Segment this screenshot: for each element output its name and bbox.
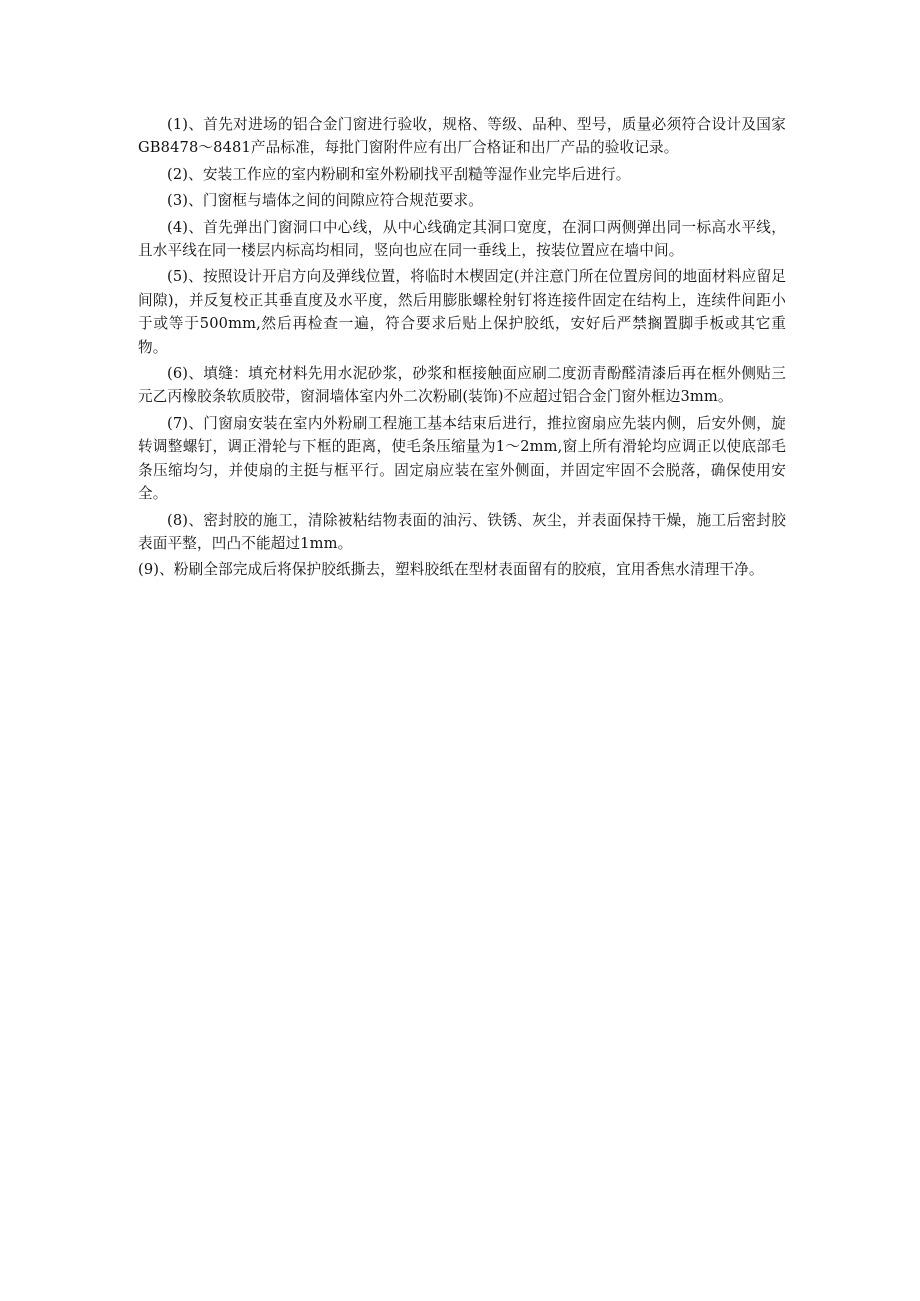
paragraph-7: (7)、门窗扇安装在室内外粉刷工程施工基本结束后进行，推拉窗扇应先装内侧，后安外侧，旋转调整螺钉，调正滑轮与下框的距离，使毛条压缩量为1～2mm,窗上所有滑轮均应调正以使底部毛条压缩均匀，并使扇的主挺与框平行。固定扇应装在室外侧面，并固定牢固不会脱落，确保使用安全。 bbox=[138, 414, 786, 503]
paragraph-3: (3)、门窗框与墙体之间的间隙应符合规范要求。 bbox=[167, 192, 483, 210]
paragraph-2: (2)、安装工作应的室内粉刷和室外粉刷找平刮糙等湿作业完毕后进行。 bbox=[167, 165, 631, 183]
paragraph-5: (5)、按照设计开启方向及弹线位置，将临时木楔固定(并注意门所在位置房间的地面材料应留足间隙)，并反复校正其垂直度及水平度，然后用膨胀螺栓射钉将连接件固定在结构上，连续件间距小于或等于500mm,然后再检查一遍，符合要求后贴上保护胶纸，安好后严禁搁置脚手板或其它重物。 bbox=[138, 268, 786, 356]
paragraph-8: (8)、密封胶的施工，清除被粘结物表面的油污、铁锈、灰尘，并表面保持干燥，施工后密封胶表面平整，凹凸不能超过1mm。 bbox=[138, 511, 786, 552]
document-body bbox=[138, 113, 786, 585]
paragraph-6: (6)、填缝：填充材料先用水泥砂浆，砂浆和框接触面应刷二度沥青酚醛清漆后再在框外侧贴三元乙丙橡胶条软质胶带，窗洞墙体室内外二次粉刷(装饰)不应超过铝合金门窗外框边3mm。 bbox=[138, 365, 786, 406]
paragraph-1: (1)、首先对进场的铝合金门窗进行验收，规格、等级、品种、型号，质量必须符合设计及国家GB8478～8481产品标准，每批门窗附件应有出厂合格证和出厂产品的验收记录。 bbox=[138, 116, 786, 157]
paragraph-4: (4)、首先弹出门窗洞口中心线，从中心线确定其洞口宽度，在洞口两侧弹出同一标高水平线，且水平线在同一楼层内标高均相同，竖向也应在同一垂线上，按装位置应在墙中间。 bbox=[138, 218, 786, 260]
paragraph-9: (9)、粉刷全部完成后将保护胶纸撕去，塑料胶纸在型材表面留有的胶痕，宜用香焦水清理干净。 bbox=[138, 561, 764, 579]
